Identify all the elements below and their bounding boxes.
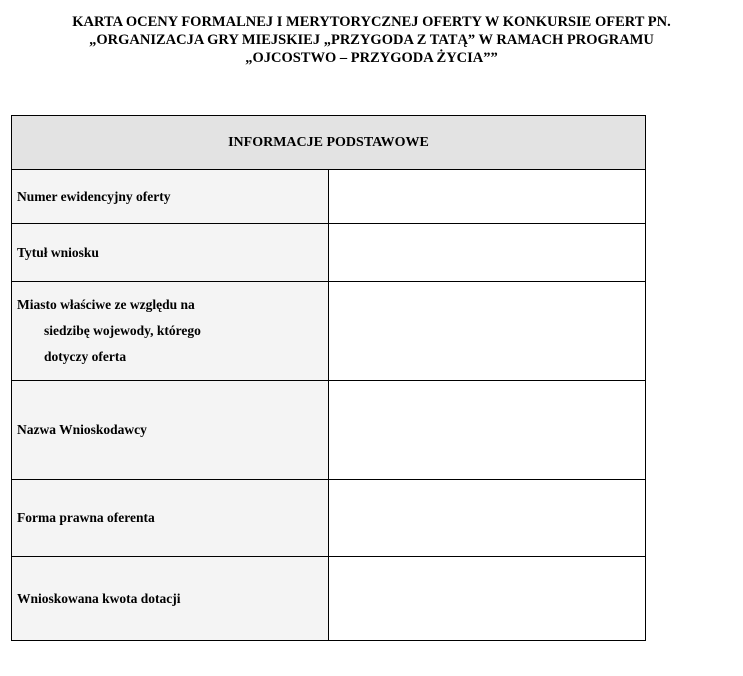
table-row-application-title xyxy=(12,224,646,282)
table-row-grant-amount xyxy=(12,557,646,641)
value-offer-number[interactable] xyxy=(329,170,646,224)
table-row-offer-number xyxy=(12,170,646,224)
value-applicant-name[interactable] xyxy=(329,381,646,480)
title-line-1: KARTA OCENY FORMALNEJ I MERYTORYCZNEJ OFERTY W KONKURSIE OFERT PN. xyxy=(72,14,671,30)
table-row-city xyxy=(12,282,646,381)
value-city[interactable] xyxy=(329,282,646,381)
basic-info-table xyxy=(11,115,646,641)
label-city-line-2: siedzibę wojewody, którego xyxy=(44,323,201,338)
table-row-legal-form xyxy=(12,480,646,557)
value-legal-form[interactable] xyxy=(329,480,646,557)
label-city xyxy=(12,282,329,381)
table-header-row xyxy=(12,116,646,170)
document-title xyxy=(0,13,743,67)
label-legal-form: Forma prawna oferenta xyxy=(12,480,329,557)
title-line-3: „OJCOSTWO – PRZYGODA ŻYCIA”” xyxy=(245,50,498,66)
value-application-title[interactable] xyxy=(329,224,646,282)
title-line-2: „ORGANIZACJA GRY MIEJSKIEJ „PRZYGODA Z TATĄ” W RAMACH PROGRAMU xyxy=(89,32,654,48)
label-city-line-3: dotyczy oferta xyxy=(44,349,127,364)
table-header: INFORMACJE PODSTAWOWE xyxy=(12,116,646,170)
label-city-line-1: Miasto właściwe ze względu na xyxy=(17,297,195,312)
label-application-title: Tytuł wniosku xyxy=(12,224,329,282)
table-row-applicant-name xyxy=(12,381,646,480)
label-applicant-name: Nazwa Wnioskodawcy xyxy=(12,381,329,480)
label-offer-number: Numer ewidencyjny oferty xyxy=(12,170,329,224)
label-grant-amount: Wnioskowana kwota dotacji xyxy=(12,557,329,641)
value-grant-amount[interactable] xyxy=(329,557,646,641)
